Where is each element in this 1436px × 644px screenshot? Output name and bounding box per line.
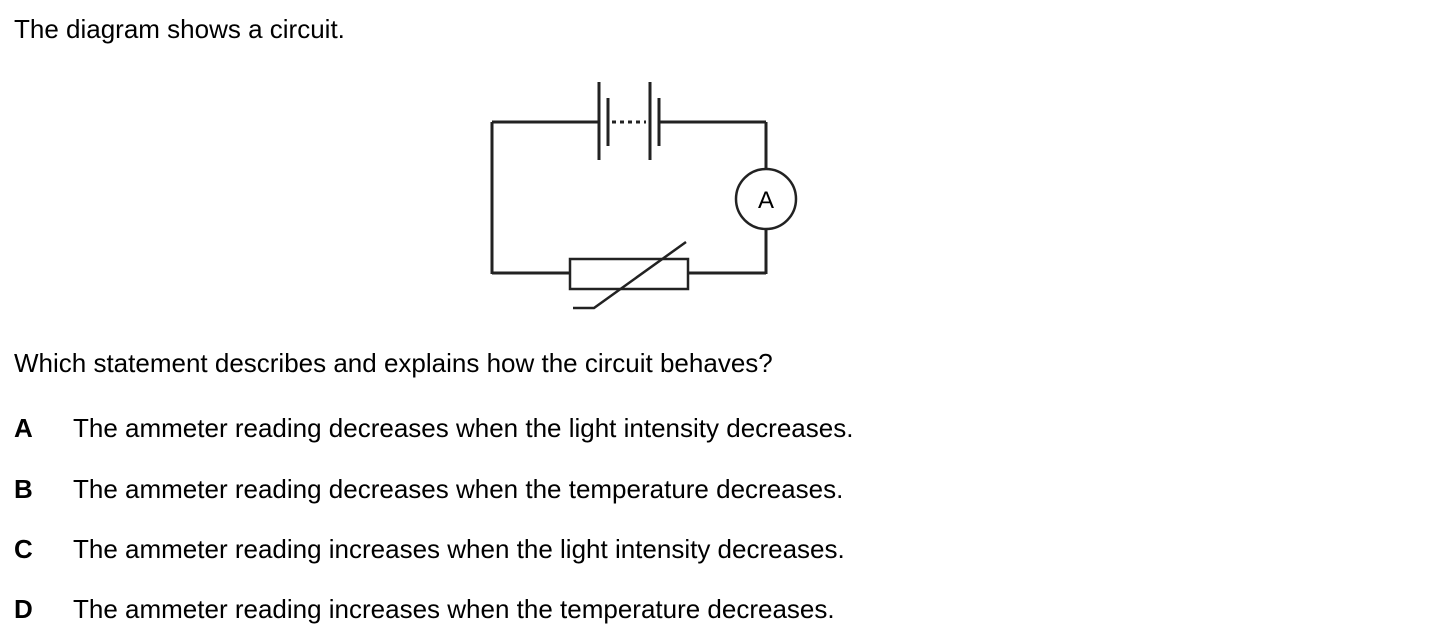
option-c-text: The ammeter reading increases when the light intensity decreases. [73, 534, 845, 564]
question-text: Which statement describes and explains how the circuit behaves? [14, 348, 773, 378]
option-b-text: The ammeter reading decreases when the temperature decreases. [73, 474, 844, 504]
option-a-letter: A [14, 413, 33, 443]
thermistor-diagonal [573, 242, 686, 308]
option-d-text: The ammeter reading increases when the temperature decreases. [73, 594, 835, 624]
thermistor-body [570, 259, 688, 289]
intro-text: The diagram shows a circuit. [14, 14, 345, 44]
option-d-letter: D [14, 594, 33, 624]
option-a-text: The ammeter reading decreases when the light intensity decreases. [73, 413, 854, 443]
option-b-letter: B [14, 474, 33, 504]
option-c-letter: C [14, 534, 33, 564]
circuit-diagram [480, 70, 810, 320]
ammeter-label: A [757, 187, 775, 214]
